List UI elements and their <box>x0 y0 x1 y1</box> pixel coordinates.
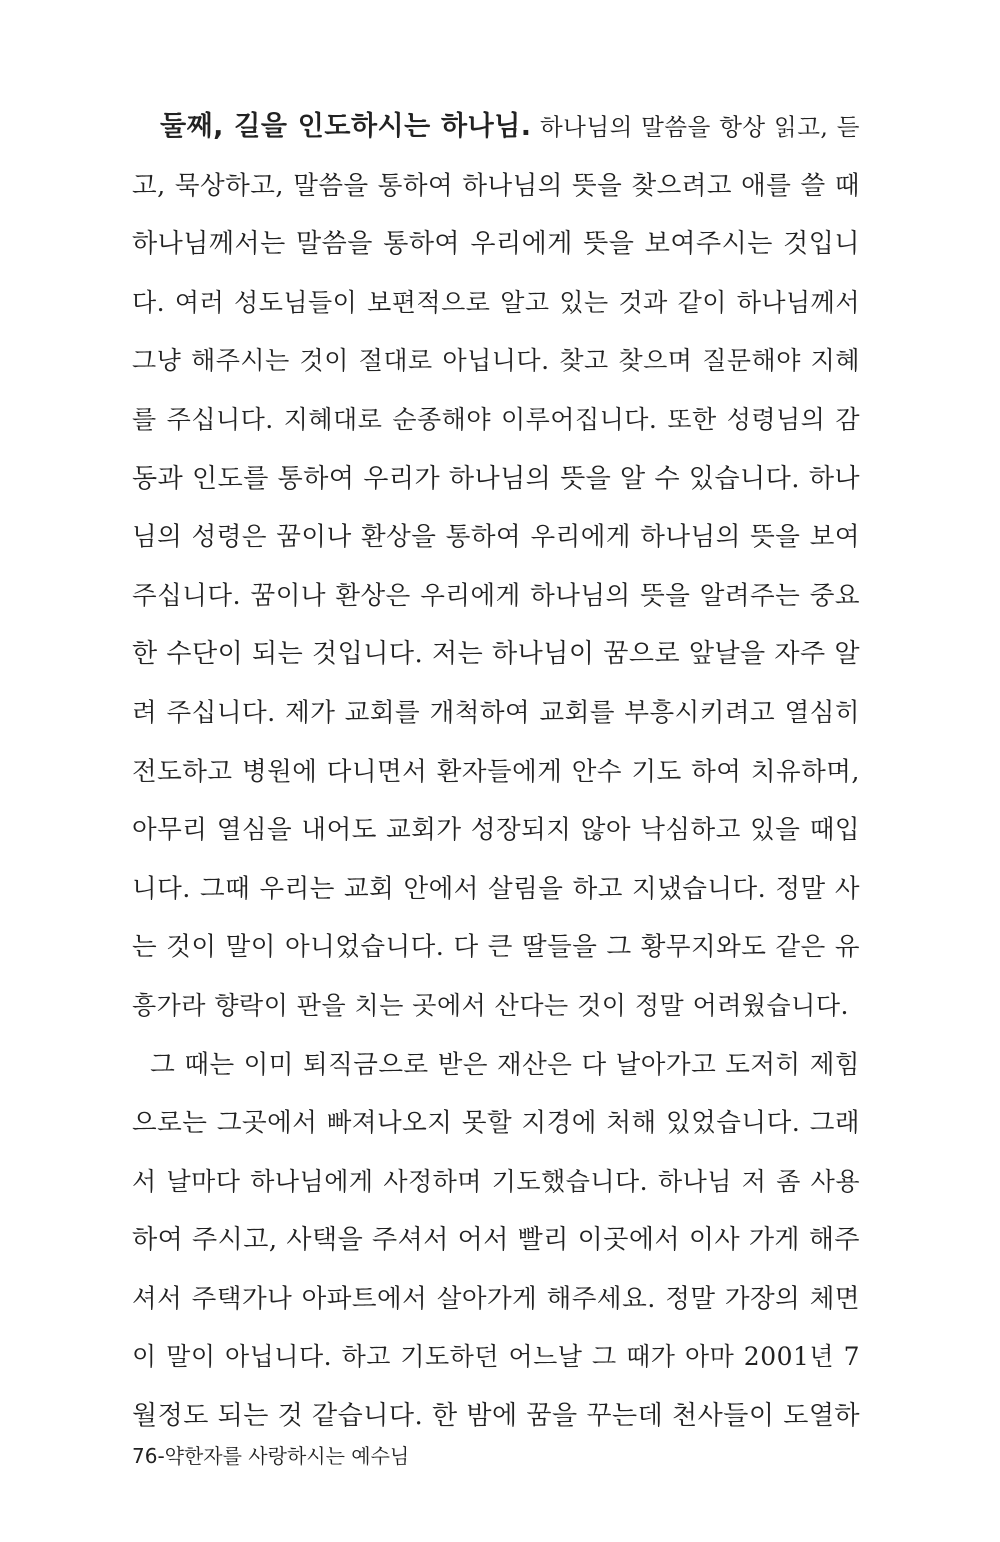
page-number: 76 <box>132 1444 158 1468</box>
text-line: 그냥 해주시는 것이 절대로 아닙니다. 찾고 찾으며 질문해야 지혜 <box>132 346 860 376</box>
text-line: 주십니다. 꿈이나 환상은 우리에게 하나님의 뜻을 알려주는 중요 <box>132 580 860 611</box>
text-line: 님의 성령은 꿈이나 환상을 통하여 우리에게 하나님의 뜻을 보여 <box>132 522 860 553</box>
text-line: 아무리 열심을 내어도 교회가 성장되지 않아 낙심하고 있을 때입 <box>132 815 860 846</box>
text-line: 으로는 그곳에서 빠져나오지 못할 지경에 처해 있었습니다. 그래 <box>132 1108 860 1139</box>
text-line <box>132 98 860 157</box>
text-line: 니다. 그때 우리는 교회 안에서 살림을 하고 지냈습니다. 정말 사 <box>132 873 860 904</box>
footer-separator: - <box>157 1444 165 1468</box>
text-line: 전도하고 병원에 다니면서 환자들에게 안수 기도 하여 치유하며, <box>132 756 860 787</box>
text-line: 한 수단이 되는 것입니다. 저는 하나님이 꿈으로 앞날을 자주 알 <box>132 639 861 670</box>
line-text: 하나님의 말씀을 항상 읽고, 듣 <box>531 113 861 141</box>
text-line: 하여 주시고, 사택을 주셔서 어서 빨리 이곳에서 이사 가게 해주 <box>132 1225 861 1256</box>
text-line: 이 말이 아닙니다. 하고 기도하던 어느날 그 때가 아마 2001년 7 <box>132 1342 860 1372</box>
text-line: 다. 여러 성도님들이 보편적으로 알고 있는 것과 같이 하나님께서 <box>132 287 860 317</box>
text-line: 는 것이 말이 아니었습니다. 다 큰 딸들을 그 황무지와도 같은 유 <box>132 932 860 963</box>
text-line: 려 주십니다. 제가 교회를 개척하여 교회를 부흥시키려고 열심히 <box>132 697 860 728</box>
page-footer <box>132 1440 409 1469</box>
text-line: 고, 묵상하고, 말씀을 통하여 하나님의 뜻을 찾으려고 애를 쓸 때 <box>132 170 860 201</box>
text-line: 흥가라 향락이 판을 치는 곳에서 산다는 것이 정말 어려웠습니다. <box>132 990 849 1020</box>
section-heading: 둘째, 길을 인도하시는 하나님. <box>160 111 532 142</box>
book-title: 약한자를 사랑하시는 예수님 <box>164 1444 410 1468</box>
body-text <box>132 98 860 1446</box>
text-line: 동과 인도를 통하여 우리가 하나님의 뜻을 알 수 있습니다. 하나 <box>132 463 861 494</box>
text-line: 하나님께서는 말씀을 통하여 우리에게 뜻을 보여주시는 것입니 <box>132 229 860 260</box>
text-line: 셔서 주택가나 아파트에서 살아가게 해주세요. 정말 가장의 체면 <box>132 1283 860 1314</box>
text-line: 그 때는 이미 퇴직금으로 받은 재산은 다 날아가고 도저히 제힘 <box>132 1049 860 1080</box>
text-line: 월정도 되는 것 같습니다. 한 밤에 꿈을 꾸는데 천사들이 도열하 <box>132 1401 861 1432</box>
text-line: 서 날마다 하나님에게 사정하며 기도했습니다. 하나님 저 좀 사용 <box>132 1166 860 1196</box>
text-line: 를 주십니다. 지혜대로 순종해야 이루어집니다. 또한 성령님의 감 <box>132 404 860 434</box>
